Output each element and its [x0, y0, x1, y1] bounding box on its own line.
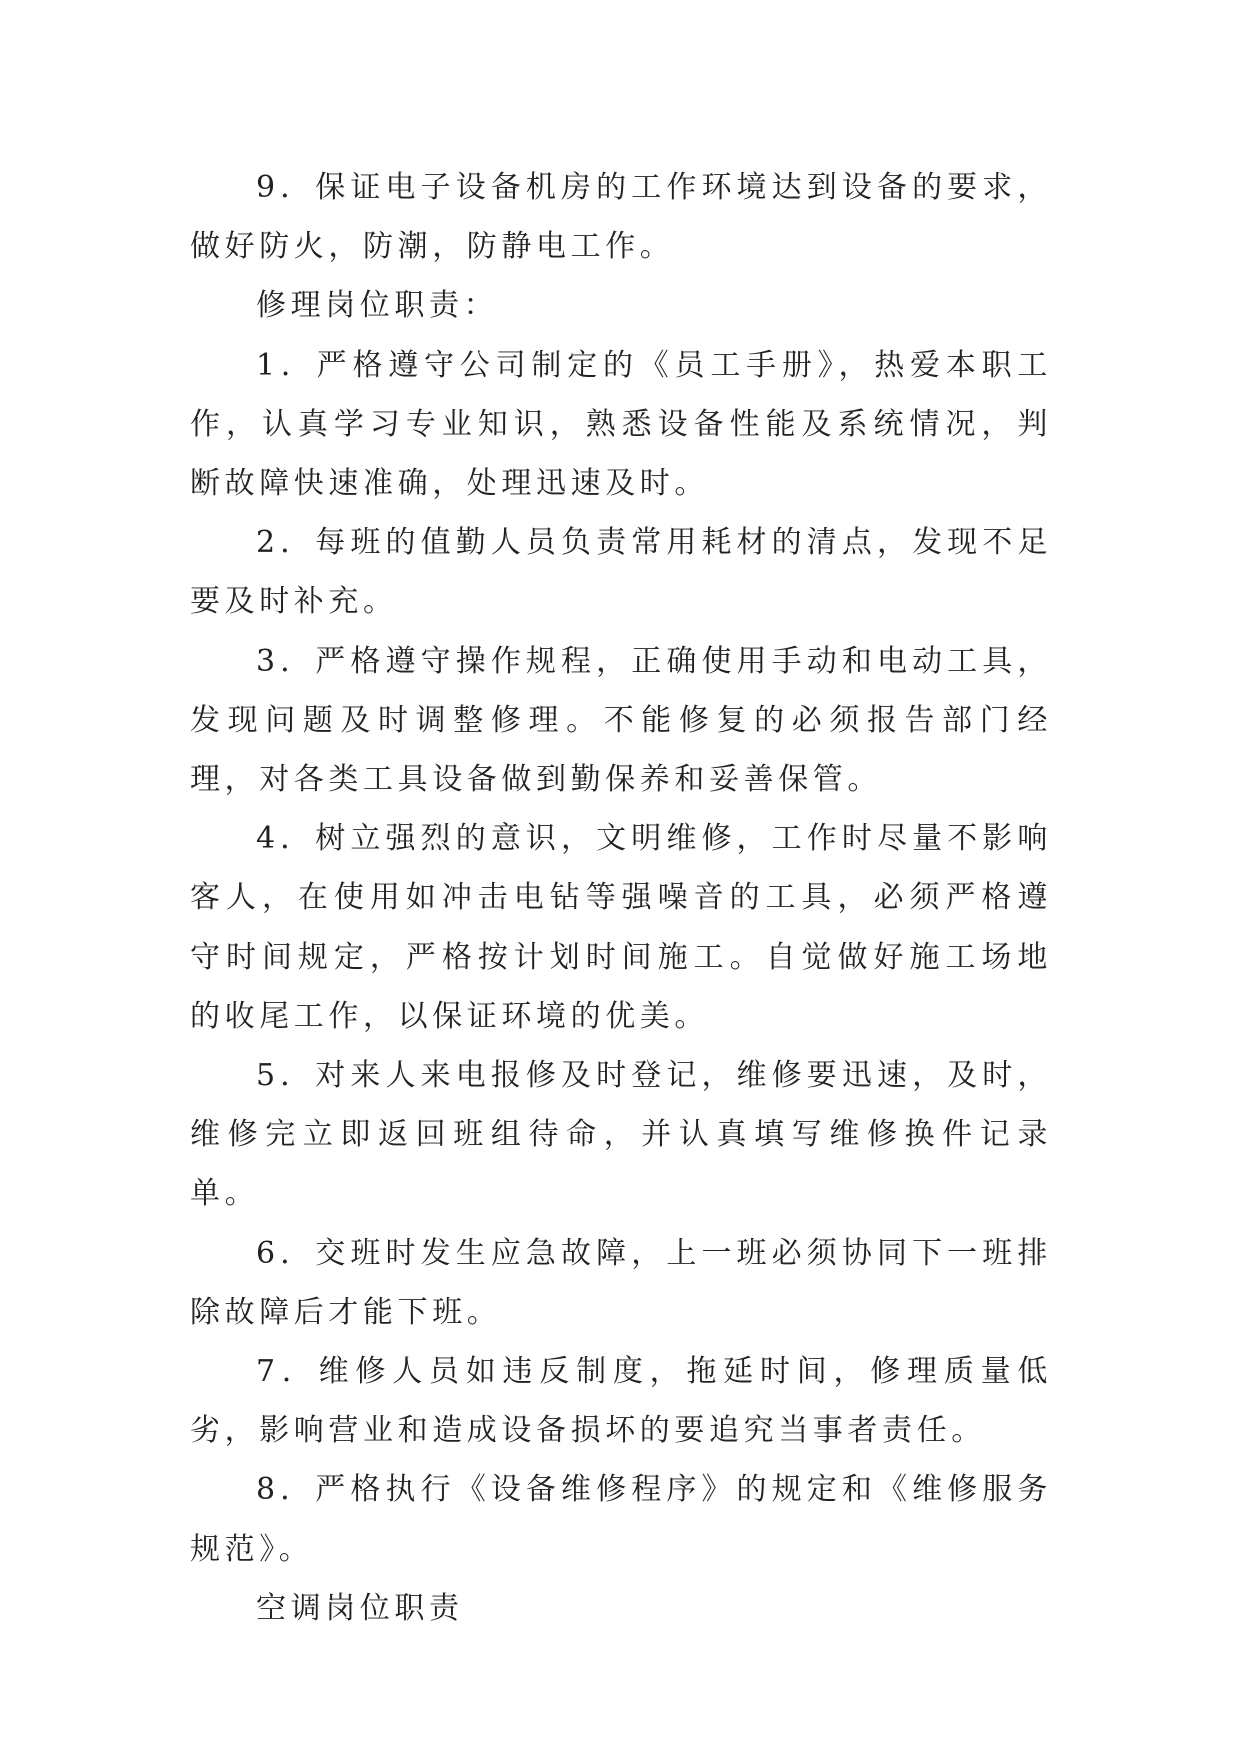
- document-body: [190, 158, 1052, 1638]
- paragraph-item-5: 5．对来人来电报修及时登记，维修要迅速，及时，维修完立即返回班组待命，并认真填写维修换件记录单。: [190, 1058, 1052, 1212]
- paragraph-item-1: 1．严格遵守公司制定的《员工手册》，热爱本职工作，认真学习专业知识，熟悉设备性能及系统情况，判断故障快速准确，处理迅速及时。: [190, 347, 1052, 502]
- section-heading-repair: 修理岗位职责：: [256, 288, 499, 324]
- section-heading-ac: 空调岗位职责: [256, 1590, 464, 1626]
- paragraph-item-3: 3．严格遵守操作规程，正确使用手动和电动工具，发现问题及时调整修理。不能修复的必须报告部门经理，对各类工具设备做到勤保养和妥善保管。: [190, 643, 1052, 798]
- paragraph-item-4: 4．树立强烈的意识，文明维修，工作时尽量不影响客人，在使用如冲击电钻等强噪音的工具，必须严格遵守时间规定，严格按计划时间施工。自觉做好施工场地的收尾工作，以保证环境的优美。: [190, 821, 1052, 1034]
- paragraph-item-9: 9．保证电子设备机房的工作环境达到设备的要求，做好防火，防潮，防静电工作。: [190, 170, 1052, 265]
- paragraph-item-6: 6．交班时发生应急故障，上一班必须协同下一班排除故障后才能下班。: [190, 1235, 1052, 1330]
- paragraph-item-7: 7．维修人员如违反制度，拖延时间，修理质量低劣，影响营业和造成设备损坏的要追究当事者责任。: [190, 1354, 1052, 1449]
- paragraph-item-2: 2．每班的值勤人员负责常用耗材的清点，发现不足要及时补充。: [190, 525, 1052, 620]
- paragraph-item-8: 8．严格执行《设备维修程序》的规定和《维修服务规范》。: [190, 1472, 1052, 1567]
